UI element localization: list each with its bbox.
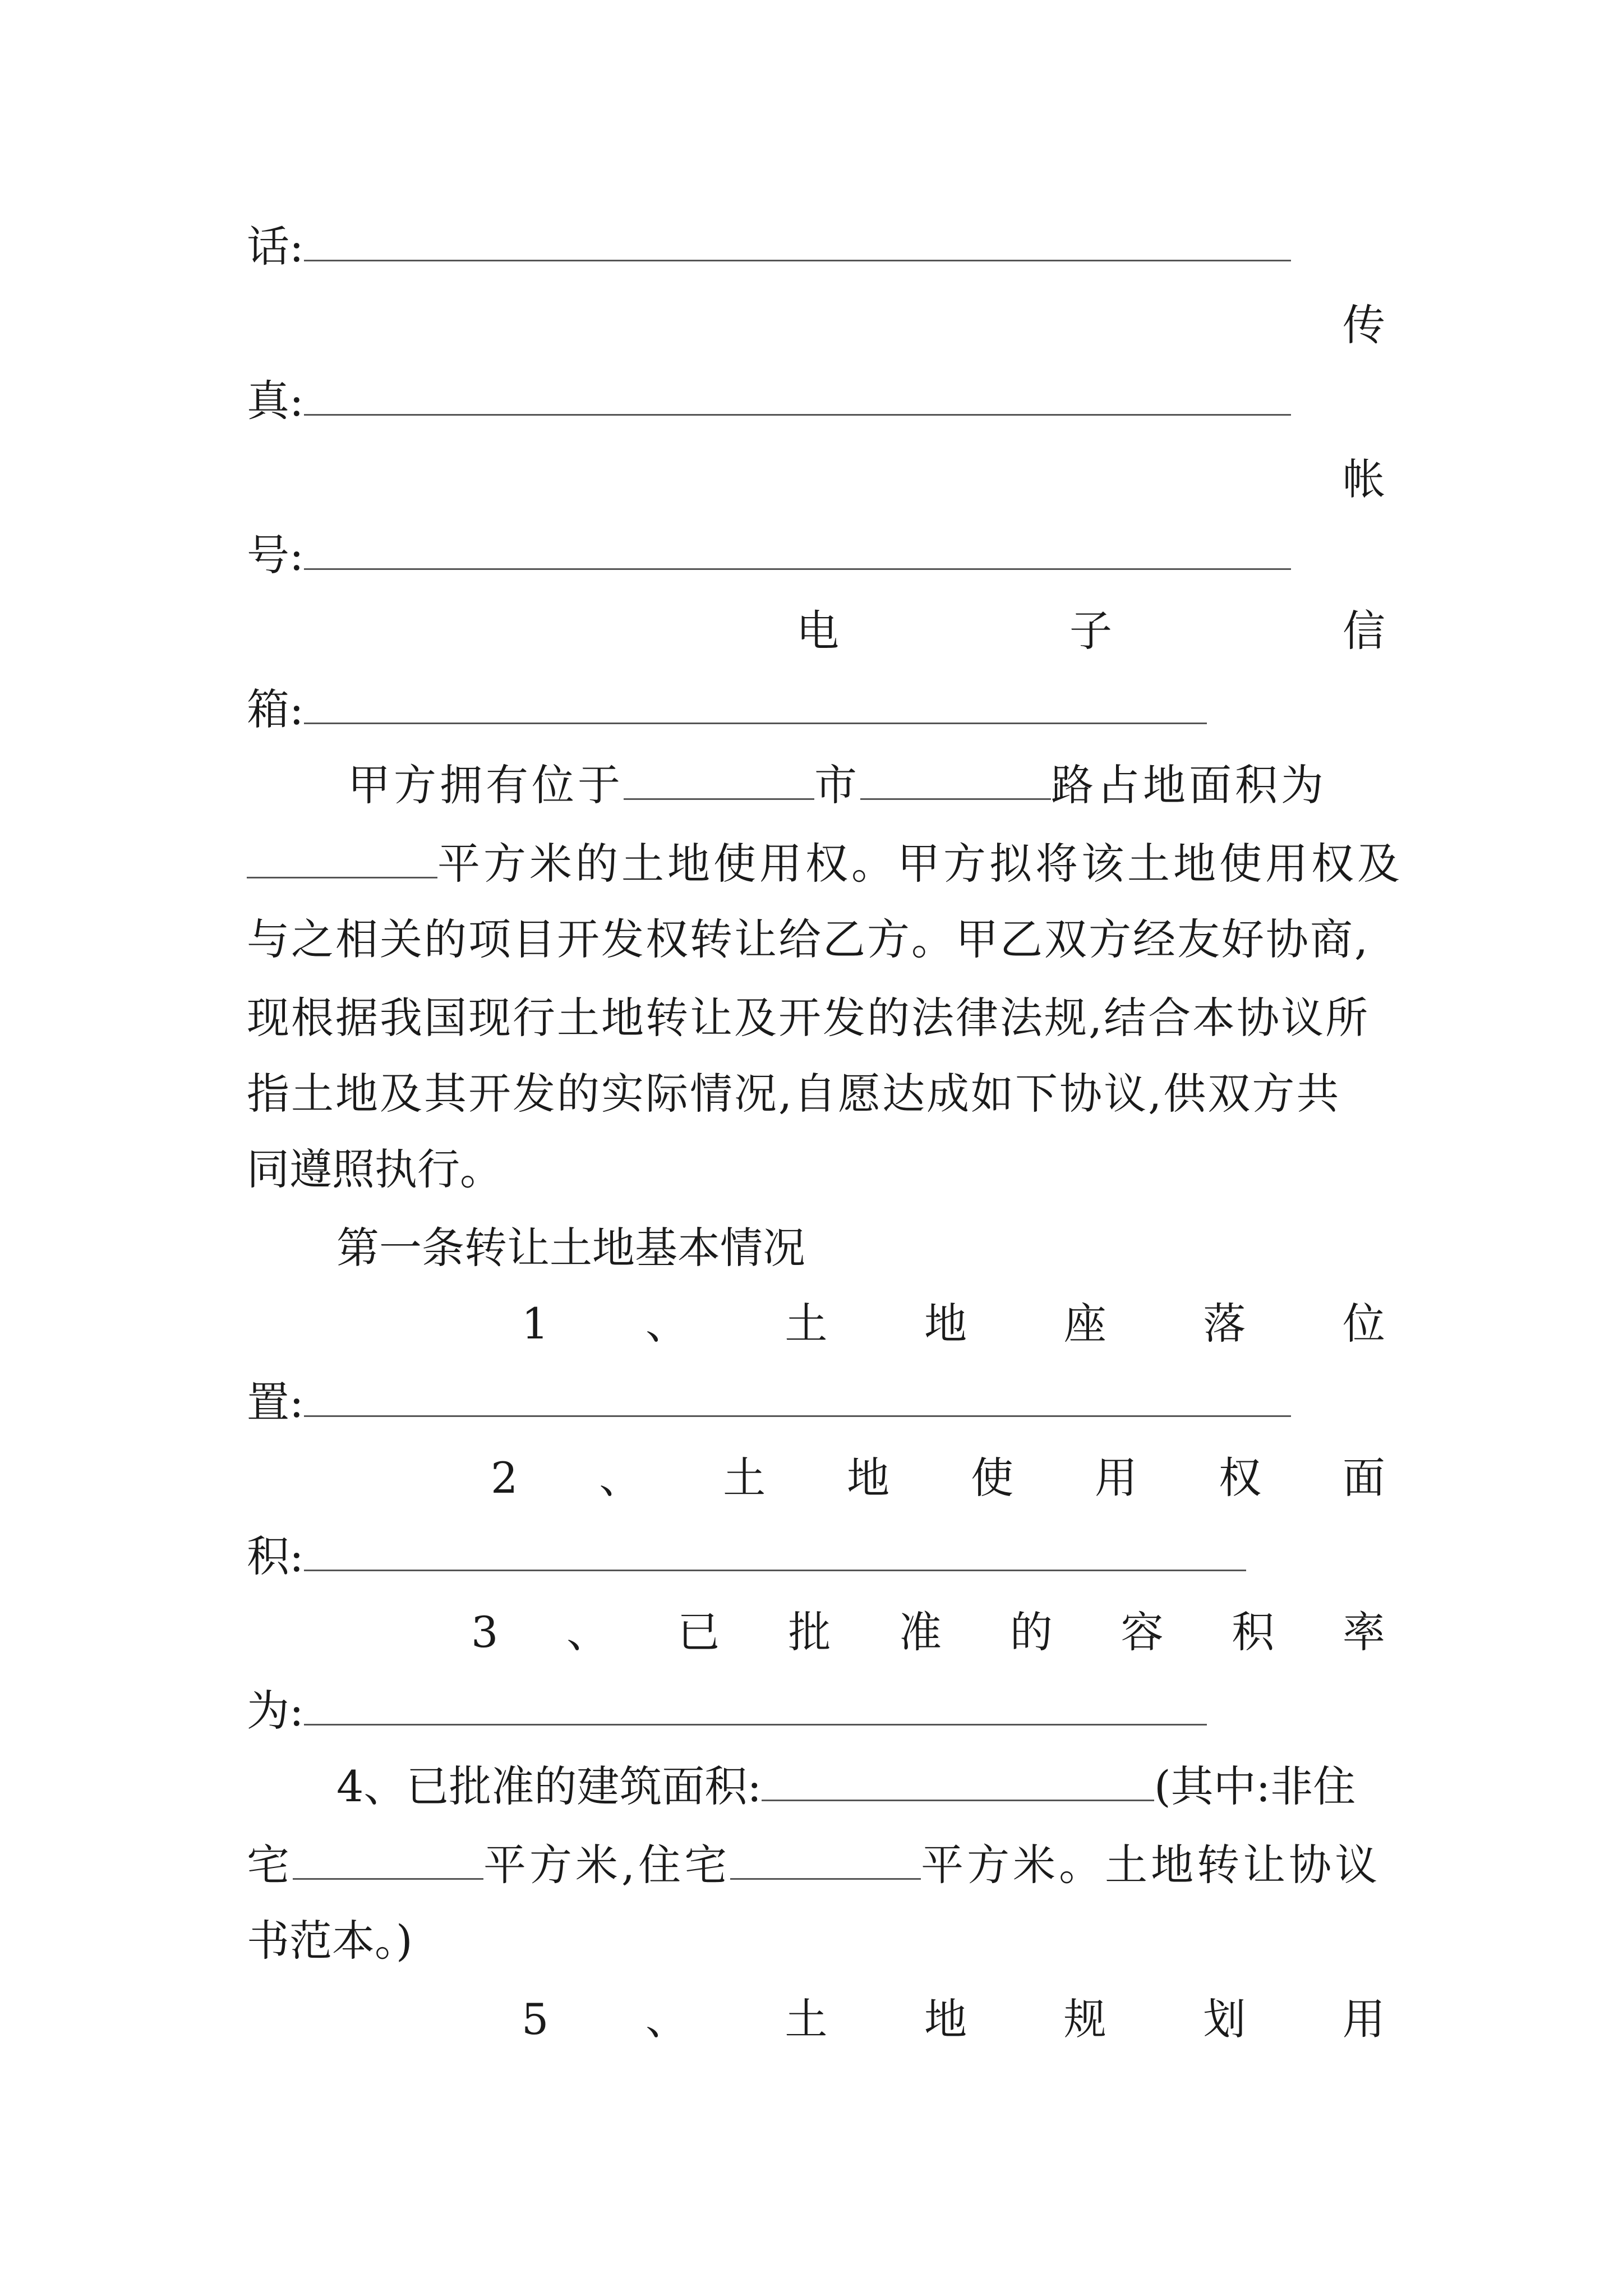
item5-char: 地: [924, 1994, 967, 2044]
email-line: [247, 670, 1385, 749]
intro-text-1b: 市: [814, 760, 860, 810]
item2-char: 用: [1095, 1453, 1138, 1503]
item1-label: 置:: [247, 1377, 304, 1427]
item2-char: 权: [1218, 1453, 1261, 1503]
fax-top-line: [247, 286, 1385, 365]
item3-char: 积: [1232, 1607, 1275, 1657]
item4-text-2b: 平方米,住宅: [483, 1840, 731, 1890]
land-area-blank: [304, 1533, 1246, 1571]
item2-char: 面: [1342, 1453, 1385, 1503]
account-top-char: 帐: [1343, 454, 1385, 504]
item2-char: 使: [971, 1453, 1014, 1503]
phone-line: [247, 208, 1385, 286]
item4-line-2: [247, 1826, 1385, 1904]
account-line: [247, 516, 1385, 595]
item3-char: 3: [471, 1607, 499, 1657]
account-blank: [304, 531, 1291, 570]
email-blank: [304, 685, 1207, 724]
item3-char: 、: [566, 1607, 610, 1657]
item3-char: 的: [1009, 1607, 1053, 1657]
item3-char: 批: [788, 1607, 831, 1657]
item1-char: 落: [1203, 1299, 1246, 1349]
item4-text-1a: 4、已批准的建筑面积:: [336, 1761, 762, 1811]
item1-char: 座: [1063, 1299, 1106, 1349]
intro-line-6: [247, 1130, 1385, 1209]
email-top-line: [796, 592, 1385, 670]
item2-line: [247, 1517, 1385, 1596]
item5-char: 、: [645, 1994, 688, 2044]
road-blank: [860, 761, 1051, 800]
phone-blank: [304, 223, 1291, 261]
phone-label: 话:: [247, 222, 304, 272]
item3-label: 为:: [247, 1686, 304, 1736]
intro-text-1a: 甲方拥有位于: [348, 760, 624, 810]
item3-top-line: [471, 1593, 1385, 1672]
account-top-line: [247, 440, 1385, 519]
fax-top-char: 传: [1343, 300, 1385, 350]
email-top-char-1: 电: [796, 606, 839, 656]
item1-char: 位: [1342, 1299, 1385, 1349]
area-blank: [247, 840, 437, 878]
item5-top-line: [522, 1980, 1385, 2059]
intro-line-4: [247, 979, 1385, 1057]
item2-char: 、: [599, 1453, 642, 1503]
intro-text-1c: 路占地面积为: [1051, 760, 1327, 810]
item1-char: 1: [522, 1299, 549, 1349]
item2-char: 地: [847, 1453, 890, 1503]
fax-label: 真:: [247, 376, 304, 426]
email-top-char-2: 子: [1069, 606, 1112, 656]
item5-char: 土: [785, 1994, 828, 2044]
item4-text-1b: (其中:非住: [1154, 1761, 1356, 1811]
residential-blank: [730, 1841, 921, 1880]
intro-text-2: 平方米的土地使用权。甲方拟将该土地使用权及: [437, 839, 1403, 889]
intro-text-5: 指土地及其开发的实际情况,自愿达成如下协议,供双方共: [247, 1069, 1341, 1119]
item3-char: 率: [1342, 1607, 1385, 1657]
item1-top-line: [522, 1285, 1385, 1363]
item3-char: 已: [677, 1607, 720, 1657]
item5-char: 规: [1063, 1994, 1106, 2044]
building-area-blank: [762, 1763, 1154, 1801]
email-top-char-3: 信: [1343, 606, 1385, 656]
intro-text-3: 与之相关的项目开发权转让给乙方。甲乙双方经友好协商,: [247, 914, 1370, 964]
item3-char: 准: [899, 1607, 942, 1657]
item5-char: 划: [1203, 1994, 1246, 2044]
intro-line-3: [247, 900, 1385, 979]
item4-line-1: [336, 1747, 1385, 1826]
item4-text-2a: 宅: [247, 1840, 293, 1890]
item1-char: 土: [785, 1299, 828, 1349]
item4-text-3: 书范本。): [247, 1916, 413, 1966]
intro-line-5: [247, 1055, 1385, 1133]
intro-text-6: 同遵照执行。: [247, 1144, 502, 1194]
item1-char: 、: [645, 1299, 688, 1349]
item1-line: [247, 1363, 1385, 1442]
plot-ratio-blank: [304, 1687, 1207, 1726]
item3-char: 容: [1121, 1607, 1164, 1657]
item2-char: 土: [723, 1453, 766, 1503]
item5-char: 5: [522, 1994, 549, 2044]
intro-line-1: [348, 746, 1385, 825]
article-1-title: [336, 1209, 1475, 1287]
item2-label: 积:: [247, 1531, 304, 1581]
item1-char: 地: [924, 1299, 967, 1349]
email-label: 箱:: [247, 684, 304, 734]
fax-blank: [304, 377, 1291, 416]
item4-text-2c: 平方米。土地转让协议: [921, 1840, 1381, 1890]
item2-char: 2: [491, 1453, 518, 1503]
fax-line: [247, 362, 1385, 440]
location-blank: [304, 1378, 1291, 1417]
account-label: 号:: [247, 530, 304, 580]
city-blank: [624, 761, 814, 800]
intro-line-2: [247, 825, 1403, 903]
item5-char: 用: [1342, 1994, 1385, 2044]
non-residential-blank: [293, 1841, 483, 1880]
item4-line-3: [247, 1902, 1385, 1980]
item3-line: [247, 1672, 1385, 1750]
item2-top-line: [491, 1439, 1385, 1517]
article-1-title-text: 第一条转让土地基本情况: [336, 1223, 805, 1273]
intro-text-4: 现根据我国现行土地转让及开发的法律法规,结合本协议所: [247, 993, 1370, 1043]
